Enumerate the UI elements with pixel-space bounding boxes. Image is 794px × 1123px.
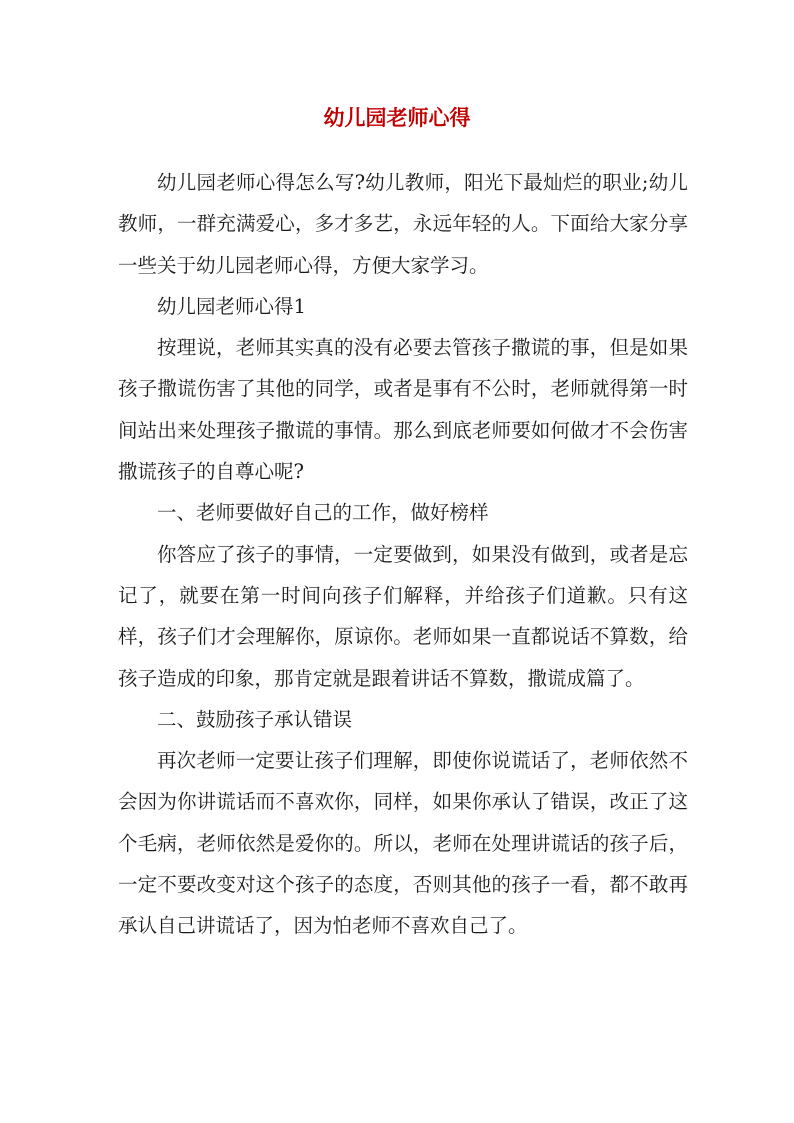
intro-paragraph: 幼儿园老师心得怎么写?幼儿教师，阳光下最灿烂的职业;幼儿教师，一群充满爱心，多才多艺，永远年轻的人。下面给大家分享一些关于幼儿园老师心得，方便大家学习。 <box>118 171 688 277</box>
document-body <box>118 162 688 947</box>
section-heading-1: 幼儿园老师心得1 <box>157 294 306 318</box>
subheading-1: 一、老师要做好自己的工作，做好榜样 <box>157 501 489 525</box>
body-paragraph: 你答应了孩子的事情，一定要做到，如果没有做到，或者是忘记了，就要在第一时间向孩子们解释，并给孩子们道歉。只有这样，孩子们才会理解你，原谅你。老师如果一直都说话不算数，给孩子造成的印象，那肯定就是跟着讲话不算数，撒谎成篇了。 <box>118 542 688 690</box>
document-title: 幼儿园老师心得 <box>323 105 471 130</box>
subheading-2: 二、鼓励孩子承认错误 <box>157 707 353 731</box>
body-paragraph: 按理说，老师其实真的没有必要去管孩子撒谎的事，但是如果孩子撒谎伤害了其他的同学，或者是事有不公时，老师就得第一时间站出来处理孩子撒谎的事情。那么到底老师要如何做才不会伤害撒谎孩子的自尊心呢? <box>118 336 688 484</box>
body-paragraph: 再次老师一定要让孩子们理解，即使你说谎话了，老师依然不会因为你讲谎话而不喜欢你，同样，如果你承认了错误，改正了这个毛病，老师依然是爱你的。所以，老师在处理讲谎话的孩子后，一定不要改变对这个孩子的态度，否则其他的孩子一看，都不敢再承认自己讲谎话了，因为怕老师不喜欢自己了。 <box>118 749 688 938</box>
